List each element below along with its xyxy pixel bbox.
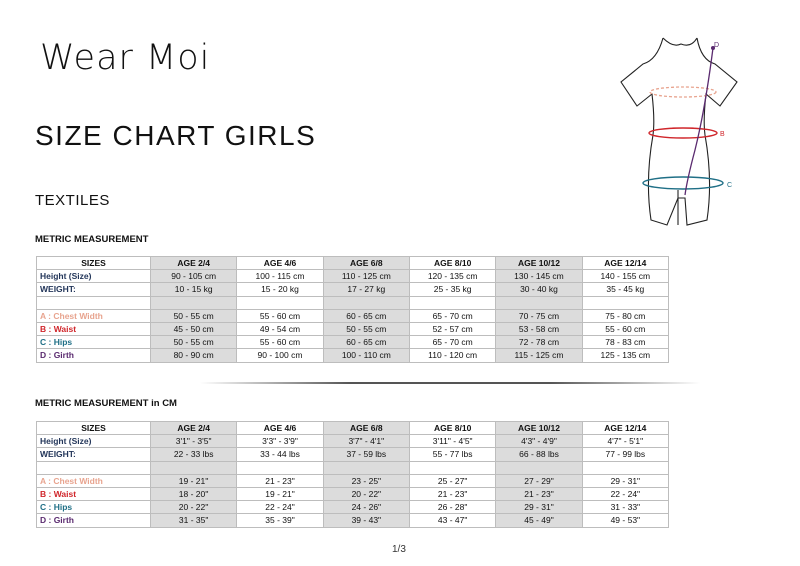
body-measurement-figure (615, 30, 750, 245)
table-cell: 45 - 50 cm (151, 322, 237, 335)
table-row (37, 322, 669, 335)
table-cell: 15 - 20 kg (237, 283, 323, 296)
table-cell: 78 - 83 cm (582, 336, 668, 349)
header-cell: SIZES (37, 257, 151, 270)
table-cell: 21 - 23" (237, 474, 323, 487)
table-cell: 90 - 100 cm (237, 349, 323, 362)
row-label: D : Girth (37, 514, 151, 527)
header-cell: AGE 6/8 (323, 422, 409, 435)
table-cell: 140 - 155 cm (582, 270, 668, 283)
table-cell: 10 - 15 kg (151, 283, 237, 296)
header-cell: AGE 4/6 (237, 257, 323, 270)
row-label: B : Waist (37, 322, 151, 335)
table-cell: 50 - 55 cm (151, 309, 237, 322)
header-cell: SIZES (37, 422, 151, 435)
table-row (37, 270, 669, 283)
table-cell: 20 - 22'' (151, 501, 237, 514)
metric-section-title: METRIC MEASUREMENT (35, 234, 149, 245)
table-cell: 80 - 90 cm (151, 349, 237, 362)
table-row (37, 474, 669, 487)
table-cell: 17 - 27 kg (323, 283, 409, 296)
table-cell: 49 - 54 cm (237, 322, 323, 335)
hips-measure-line (643, 177, 723, 189)
row-label: B : Waist (37, 487, 151, 500)
empty-cell (37, 296, 151, 309)
table-cell: 25 - 27" (409, 474, 495, 487)
table-cell: 18 - 20'' (151, 487, 237, 500)
table-cell: 22 - 24" (237, 501, 323, 514)
table-cell: 90 - 105 cm (151, 270, 237, 283)
table-cell: 19 - 21'' (151, 474, 237, 487)
row-label: A : Chest Width (37, 474, 151, 487)
header-cell: AGE 8/10 (409, 257, 495, 270)
table-cell: 60 - 65 cm (323, 309, 409, 322)
table-cell: 100 - 110 cm (323, 349, 409, 362)
table-cell: 50 - 55 cm (151, 336, 237, 349)
table-cell: 29 - 31" (582, 474, 668, 487)
table-cell: 33 - 44 lbs (237, 448, 323, 461)
table-cell: 39 - 43" (323, 514, 409, 527)
metric-size-table (36, 256, 669, 363)
table-cell: 25 - 35 kg (409, 283, 495, 296)
header-cell: AGE 6/8 (323, 257, 409, 270)
spacer-row (37, 461, 669, 474)
empty-cell (582, 296, 668, 309)
table-row (37, 514, 669, 527)
table-cell: 22 - 24" (582, 487, 668, 500)
table-cell: 30 - 40 kg (496, 283, 582, 296)
brand-logo: Wear Moi (40, 38, 211, 78)
row-label: D : Girth (37, 349, 151, 362)
table-cell: 52 - 57 cm (409, 322, 495, 335)
empty-cell (151, 296, 237, 309)
table-row (37, 501, 669, 514)
page-subtitle: TEXTILES (35, 192, 110, 209)
table-cell: 21 - 23" (496, 487, 582, 500)
table-cell: 53 - 58 cm (496, 322, 582, 335)
row-label: C : Hips (37, 501, 151, 514)
empty-cell (409, 461, 495, 474)
table-row (37, 435, 669, 448)
table-cell: 65 - 70 cm (409, 309, 495, 322)
table-cell: 23 - 25" (323, 474, 409, 487)
table-cell: 60 - 65 cm (323, 336, 409, 349)
table-cell: 35 - 45 kg (582, 283, 668, 296)
table-cell: 3'3" - 3'9" (237, 435, 323, 448)
table-row (37, 309, 669, 322)
row-label: WEIGHT: (37, 283, 151, 296)
table-cell: 19 - 21" (237, 487, 323, 500)
imperial-size-table (36, 421, 669, 528)
empty-cell (496, 296, 582, 309)
table-cell: 110 - 120 cm (409, 349, 495, 362)
table-cell: 70 - 75 cm (496, 309, 582, 322)
table-cell: 125 - 135 cm (582, 349, 668, 362)
header-cell: AGE 10/12 (496, 257, 582, 270)
table-cell: 31 - 35" (151, 514, 237, 527)
row-label: C : Hips (37, 336, 151, 349)
table-cell: 37 - 59 lbs (323, 448, 409, 461)
table-cell: 65 - 70 cm (409, 336, 495, 349)
table-cell: 49 - 53" (582, 514, 668, 527)
table-cell: 50 - 55 cm (323, 322, 409, 335)
table-cell: 66 - 88 lbs (496, 448, 582, 461)
table-cell: 45 - 49" (496, 514, 582, 527)
empty-cell (237, 296, 323, 309)
table-cell: 115 - 125 cm (496, 349, 582, 362)
table-row (37, 349, 669, 362)
section-divider (200, 382, 700, 384)
table-cell: 35 - 39" (237, 514, 323, 527)
table-cell: 100 - 115 cm (237, 270, 323, 283)
table-header-row (37, 257, 669, 270)
row-label: WEIGHT: (37, 448, 151, 461)
figure-label-b: B (720, 131, 725, 138)
table-cell: 77 - 99 lbs (582, 448, 668, 461)
empty-cell (237, 461, 323, 474)
header-cell: AGE 2/4 (151, 422, 237, 435)
table-cell: 21 - 23" (409, 487, 495, 500)
table-cell: 3'11" - 4'5" (409, 435, 495, 448)
header-cell: AGE 8/10 (409, 422, 495, 435)
table-cell: 55 - 77 lbs (409, 448, 495, 461)
table-cell: 4'7" - 5'1" (582, 435, 668, 448)
table-row (37, 448, 669, 461)
table-header-row (37, 422, 669, 435)
header-cell: AGE 12/14 (582, 422, 668, 435)
table-cell: 3'7" - 4'1" (323, 435, 409, 448)
empty-cell (582, 461, 668, 474)
table-cell: 72 - 78 cm (496, 336, 582, 349)
table-cell: 22 - 33 lbs (151, 448, 237, 461)
table-row (37, 283, 669, 296)
table-row (37, 487, 669, 500)
empty-cell (151, 461, 237, 474)
table-cell: 20 - 22" (323, 487, 409, 500)
page-number: 1/3 (392, 544, 406, 555)
waist-measure-line (649, 128, 717, 138)
spacer-row (37, 296, 669, 309)
page-title: SIZE CHART GIRLS (35, 120, 317, 151)
table-cell: 55 - 60 cm (237, 336, 323, 349)
header-cell: AGE 2/4 (151, 257, 237, 270)
table-cell: 120 - 135 cm (409, 270, 495, 283)
empty-cell (409, 296, 495, 309)
header-cell: AGE 10/12 (496, 422, 582, 435)
table-row (37, 336, 669, 349)
row-label: A : Chest Width (37, 309, 151, 322)
figure-label-c: C (727, 182, 733, 189)
table-cell: 31 - 33" (582, 501, 668, 514)
table-cell: 27 - 29" (496, 474, 582, 487)
table-cell: 130 - 145 cm (496, 270, 582, 283)
table-cell: 3'1" - 3'5" (151, 435, 237, 448)
header-cell: AGE 12/14 (582, 257, 668, 270)
header-cell: AGE 4/6 (237, 422, 323, 435)
row-label: Height (Size) (37, 435, 151, 448)
table-cell: 75 - 80 cm (582, 309, 668, 322)
table-cell: 55 - 60 cm (582, 322, 668, 335)
empty-cell (323, 461, 409, 474)
imperial-section-title: METRIC MEASUREMENT in CM (35, 398, 177, 409)
table-cell: 4'3" - 4'9" (496, 435, 582, 448)
table-cell: 29 - 31" (496, 501, 582, 514)
empty-cell (496, 461, 582, 474)
empty-cell (323, 296, 409, 309)
empty-cell (37, 461, 151, 474)
table-cell: 55 - 60 cm (237, 309, 323, 322)
table-cell: 43 - 47" (409, 514, 495, 527)
table-cell: 26 - 28" (409, 501, 495, 514)
table-cell: 24 - 26" (323, 501, 409, 514)
table-cell: 110 - 125 cm (323, 270, 409, 283)
row-label: Height (Size) (37, 270, 151, 283)
figure-label-d: D (714, 42, 720, 49)
